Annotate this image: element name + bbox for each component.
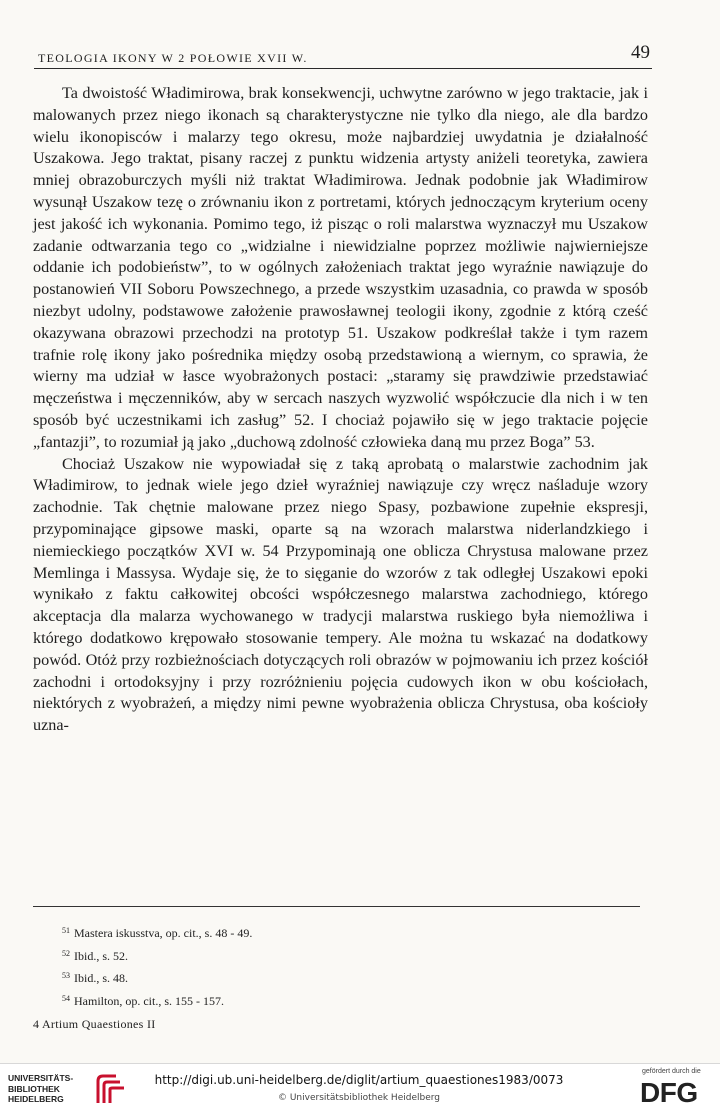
page-number: 49 (631, 42, 650, 63)
footnote-separator (33, 906, 640, 907)
dfg-logo[interactable] (600, 1068, 712, 1112)
library-name-text: UNIVERSITÄTS-BIBLIOTHEK HEIDELBERG (8, 1073, 74, 1104)
digitization-footer (0, 1063, 720, 1114)
library-logo[interactable] (8, 1073, 143, 1107)
body-text (33, 83, 648, 737)
footnote-number: 53 (62, 971, 70, 981)
permalink-url[interactable]: http://digi.ub.uni-heidelberg.de/diglit/artium_quaestiones1983/0073 (154, 1073, 564, 1087)
footnote (62, 921, 462, 944)
footnote-number: 51 (62, 926, 70, 935)
printer-signature: 4 Artium Quaestiones II (33, 1017, 156, 1031)
footnote-text: Ibid., s. 48. (74, 971, 128, 986)
footnote-number: 54 (62, 993, 70, 1003)
footnote-number: 52 (62, 948, 70, 958)
footnote (62, 944, 462, 967)
footnotes (62, 921, 462, 1011)
footnote-text: Ibid., s. 52. (74, 948, 128, 963)
footnote-text: Mastera iskusstva, op. cit., s. 48 - 49. (74, 926, 253, 940)
footnote (62, 989, 462, 1012)
copyright-notice: © Universitätsbibliothek Heidelberg (277, 1093, 440, 1103)
footnote (62, 966, 462, 989)
library-emblem-icon (92, 1073, 132, 1107)
running-head (34, 42, 652, 69)
running-title: TEOLOGIA IKONY W 2 POŁOWIE XVII W. (38, 51, 308, 65)
paragraph-2: Chociaż Uszakow nie wypowiadał się z taką aprobatą o malarstwie zachodnim jak Władimirow, to jednak wiele jego dzieł wyraźniej nawiązuje czy wręcz naśladuje wzory zachodnie. Tak chętnie malowane przez niego Spasy, pozbawione zupełnie ekspresji, przypominające gipsowe maski, oparte są na wzorach malarstwa niderlandzkiego i niemieckiego początków XVI w. 54 Przypominają one oblicza Chrystusa malowane przez Memlinga i Massysa. Wydaje się, że to sięganie do wzorów z tak odległej Uszakowi epoki wynikało z faktu całkowitej obcości współczesnego malarstwa zachodniego, którego akceptacja dla malarza wychowanego w tradycji malarstwa ruskiego była niemożliwa i którego dodatkowo krępowało stosowanie tempery. Ale można tu wskazać na dodatkowy powód. Otóż przy rozbieżnościach dotyczących roli obrazów w pojmowaniu ich przez kościół zachodni i ortodoksyjny i przy rozróżnieniu pojęcia cudowych ikon w obu kościołach, niektórych z wyobrażeń, a między nimi pewne wyobrażenia oblicza Chrystusa, oba kościoły uzna- (33, 454, 648, 735)
library-name (8, 1073, 86, 1105)
dfg-wordmark: DFG (640, 1077, 698, 1108)
paragraph-1: Ta dwoistość Władimirowa, brak konsekwencji, uchwytne zarówno w jego traktacie, jak i malowanych przez niego ikonach są charakterystyczne nie tylko dla niego, ale dla bardzo wielu ikonopisców i malarzy tego okresu, może najbardziej uwydatnia je działalność Uszakowa. Jego traktat, pisany raczej z punktu widzenia artysty aniżeli teoretyka, zawiera mniej obrazoburczych myśli niż traktat Władimirowa. Jednak podobnie jak Władimirow wysunął Uszakow tezę o zrównaniu ikon z portretami, których jednoczącym kryterium oceny jest jakość ich wykonania. Pomimo tego, iż pisząc o roli malarstwa wyznaczył mu Uszakow zadanie odtwarzania tego co „widzialne i niewidzialne poprzez możliwie najwierniejsze oddanie ich podobieństw”, to w ogólnych założeniach traktat jego wyraźnie nawiązuje do postanowień VII Soboru Powszechnego, a przede wszystkim uzasadnia, co prawda w sposób niezbyt udolny, podstawowe założenie prawosławnej teologii ikony, zgodnie z którą cześć okazywana obrazowi przechodzi na prototyp 51. Uszakow podkreślał także i tym razem trafnie rolę ikony jako pośrednika między osobą przedstawioną a wiernym, co sprawia, że wierny ma udział w łasce wyobrażonych postaci: „staramy się prawdziwie przedstawiać męczeństwa i męczenników, aby w sercach naszych wyzwolić współczucie dla nich i w ten sposób być uczestnikami ich zasług” 52. I chociaż pojawiło się w jego traktacie pojęcie „fantazji”, to rozumiał ją jako „duchową zdolność człowieka daną mu przez Boga” 53. (33, 84, 648, 451)
footnote-text: Hamilton, op. cit., s. 155 - 157. (74, 993, 224, 1008)
funding-caption: gefördert durch die (642, 1068, 701, 1075)
